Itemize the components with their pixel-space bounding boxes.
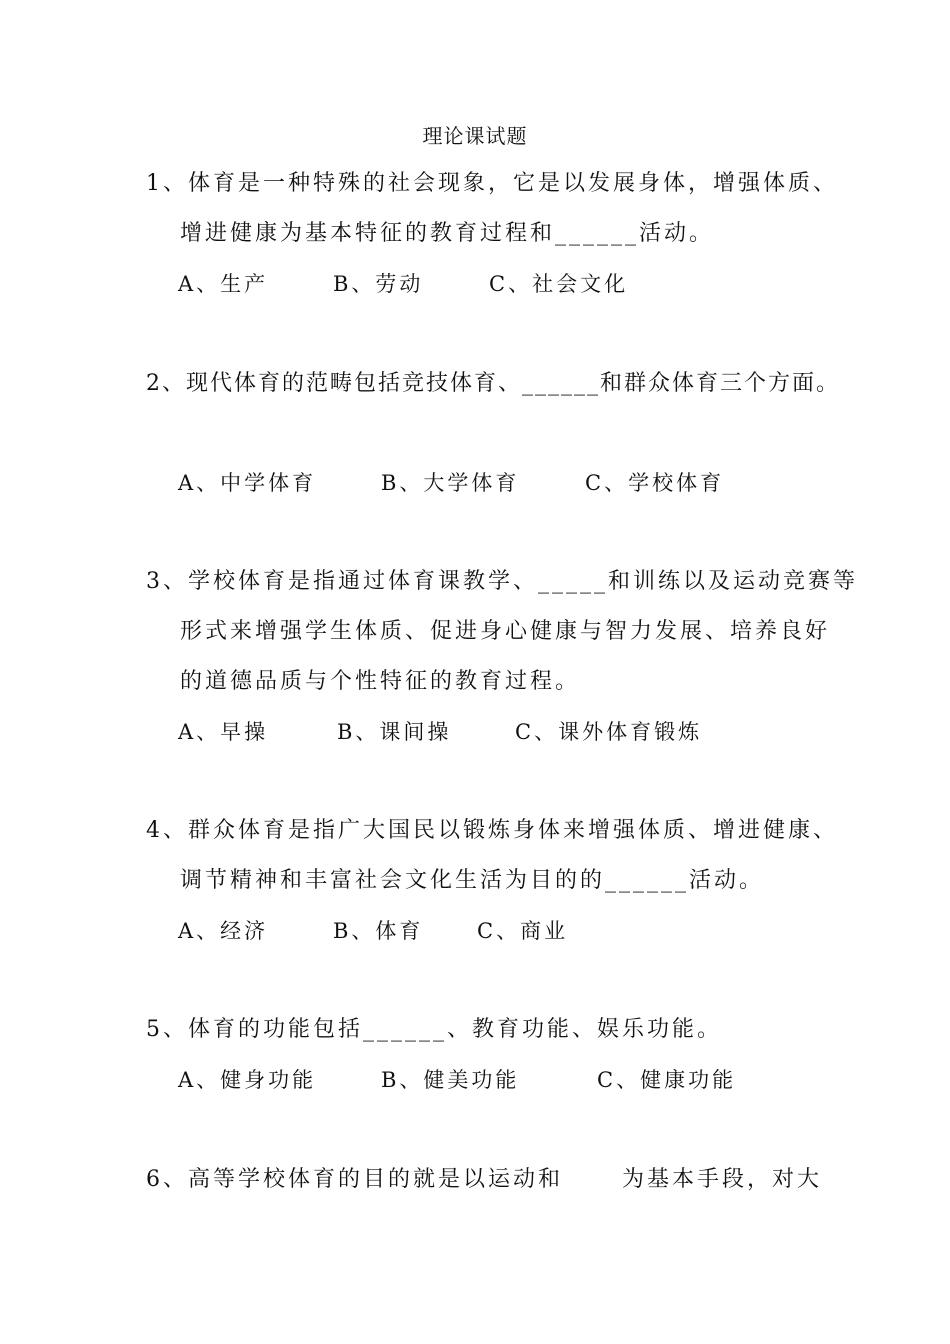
- question-6-line-1b: 为基本手段，对大: [622, 1167, 823, 1192]
- question-2-option-c: C、学校体育: [585, 471, 725, 495]
- question-4-option-b: B、体育: [333, 919, 424, 943]
- question-1-option-c: C、社会文化: [489, 272, 629, 296]
- page-title: 理论课试题: [422, 124, 528, 148]
- question-5-option-c: C、健康功能: [597, 1068, 737, 1092]
- question-2-option-a: A、中学体育: [178, 471, 317, 495]
- question-1-line-2: 增进健康为基本特征的教育过程和______活动。: [180, 221, 715, 246]
- question-3-option-a: A、早操: [178, 720, 269, 744]
- question-5-option-a: A、健身功能: [178, 1068, 317, 1092]
- question-3-line-1: 3、学校体育是指通过体育课教学、_____和训练以及运动竞赛等: [146, 569, 858, 594]
- question-3-line-2: 形式来增强学生体质、促进身心健康与智力发展、培养良好: [180, 619, 831, 644]
- question-5-option-b: B、健美功能: [381, 1068, 520, 1092]
- question-4-line-1: 4、群众体育是指广大国民以锻炼身体来增强体质、增进健康、: [146, 818, 838, 843]
- question-1-line-1: 1、体育是一种特殊的社会现象，它是以发展身体，增强体质、: [146, 171, 838, 196]
- question-5-line-1: 5、体育的功能包括______、教育功能、娱乐功能。: [146, 1017, 722, 1042]
- question-3-option-c: C、课外体育锻炼: [515, 720, 703, 744]
- question-1-option-b: B、劳动: [333, 272, 424, 296]
- question-1-option-a: A、生产: [178, 272, 269, 296]
- question-3-line-3: 的道德品质与个性特征的教育过程。: [180, 669, 581, 694]
- question-2-line-1: 2、现代体育的范畴包括竞技体育、______和群众体育三个方面。: [146, 371, 840, 396]
- question-4-option-c: C、商业: [477, 919, 569, 943]
- question-3-option-b: B、课间操: [337, 720, 452, 744]
- question-6-line-1a: 6、高等学校体育的目的就是以运动和: [146, 1167, 563, 1192]
- question-2-option-b: B、大学体育: [381, 471, 520, 495]
- question-4-option-a: A、经济: [178, 919, 269, 943]
- question-4-line-2: 调节精神和丰富社会文化生活为目的的______活动。: [180, 868, 765, 893]
